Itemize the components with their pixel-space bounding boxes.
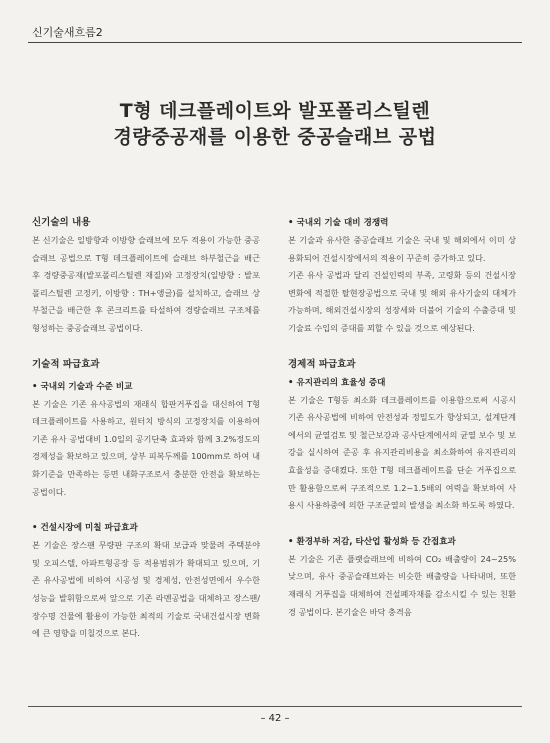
paragraph-comparison: 본 기술은 기존 유사공법의 재래식 합판거푸집을 대신하여 T형 데크플레이트를 사용하고, 원터치 방식의 고정장치를 이용하여 기존 유사 공법대비 1.0일의 공기단축 효과와 함께 3.2%정도의 경제성을 확보하고 있으며, 상부 피복두께를 100mm로 하여 내화기준을 만족하는 등면 내화구조로서 충분한 안전을 확보하는 공법이다. — [32, 398, 260, 497]
paragraph-market-effect: 본 기술은 장스팬 무량판 구조의 확대 보급과 맞물려 주택분야 및 오피스텔, 아파트형공장 등 적용범위가 확대되고 있으며, 기존 유사공법에 비하여 시공성 및 경제성, 안전성면에서 우수한 성능을 발휘함으로써 앞으로 기존 라멘공법을 대체하고 장스팬/장수명 건물에 활용이 가능한 최적의 기술로 국내건설시장 변화에 큰 영향을 미칠것으로 본다. — [32, 540, 260, 639]
title-line-1: T형 데크플레이트와 발포폴리스틸렌 — [119, 100, 431, 122]
title-line-2: 경량중공재를 이용한 중공슬래브 공법 — [113, 126, 437, 148]
section-title-tech-effect: 기술적 파급효과 — [32, 358, 100, 370]
subsection-title-competitiveness: • 국내외 기술 대비 경쟁력 — [288, 218, 389, 228]
article-title — [0, 98, 550, 150]
left-column — [32, 214, 260, 643]
subsection-title-environment: • 환경부하 저감, 타산업 활성화 등 간접효과 — [288, 536, 456, 547]
section-title-tech-content: 신기술의 내용 — [32, 217, 91, 228]
running-header: 신기술새흐름2 — [32, 26, 103, 39]
paragraph-tech-content: 본 신기술은 일방향과 이방향 슬래브에 모두 적용이 가능한 중공슬래브 공법으로 T형 데크플레이트에 슬래브 하부철근을 배근 후 경량중공재(발포폴리스틸렌 재질)와 고정장치(일방향 : 발포폴리스틸렌 고정키, 이방향 : TH+앵글)를 설치하고, 슬래브 상부철근을 배근한 후 콘크리트를 타설하여 경량슬래브 구조체를 형성하는 중공슬래브 공법이다. — [32, 235, 260, 333]
paragraph-competitiveness-1: 본 기술과 유사한 중공슬래브 기술은 국내 및 해외에서 이미 상용화되어 건설시장에서의 적용이 꾸준히 증가하고 있다. — [288, 235, 516, 263]
subsection-title-market-effect: • 건설시장에 미칠 파급효과 — [32, 523, 138, 534]
paragraph-maintenance: 본 기술은 T형등 최소화 데크플레이트를 이용함으로써 시공시 기존 유사공법에 비하여 안전성과 정밀도가 향상되고, 설계단계에서의 균열검토 및 철근보강과 공사단계에서의 균열 보수 및 보강을 실시하여 준공 후 유지관리비용을 최소화하여 유지관리의 효율성을 증대켰다. 또한 T형 데크플레이트를 단순 거푸집으로만 활용함으로써 구조적으로 1.2~1.5배의 여력을 확보하여 사용시 사용하중에 의한 구조균열의 발생을 최소화 하도록 하였다. — [288, 394, 516, 511]
footer-rule — [28, 706, 522, 707]
paragraph-competitiveness-2: 기존 유사 공법과 달리 건설인력의 부족, 고령화 등의 건설시장 변화에 적절한 탈현장공법으로 국내 및 해외 유사기술의 대체가 가능하며, 해외건설시장의 성장세와 더불어 기술의 수출증대 및 기술료 수입의 증대를 꾀할 수 있을 것으로 예상된다. — [288, 270, 516, 333]
right-column — [288, 214, 516, 621]
page-number: – 42 – — [260, 713, 290, 724]
section-title-economic-effect: 경제적 파급효과 — [288, 358, 356, 370]
header-rule — [28, 42, 522, 43]
subsection-title-maintenance: • 유지관리의 효율성 증대 — [288, 377, 386, 388]
subsection-title-comparison: • 국내외 기술과 수준 비교 — [32, 381, 133, 392]
paragraph-environment: 본 기술은 기존 플랫슬래브에 비하여 CO₂ 배출량이 24~25% 낮으며, 유사 중공슬래브와는 비슷한 배출량을 나타내며, 또한 재래식 거푸집을 대체하여 건설폐자재를 감소시킬 수 있는 친환경 공법이다. 본기술은 바닥 충격음 — [288, 553, 516, 617]
